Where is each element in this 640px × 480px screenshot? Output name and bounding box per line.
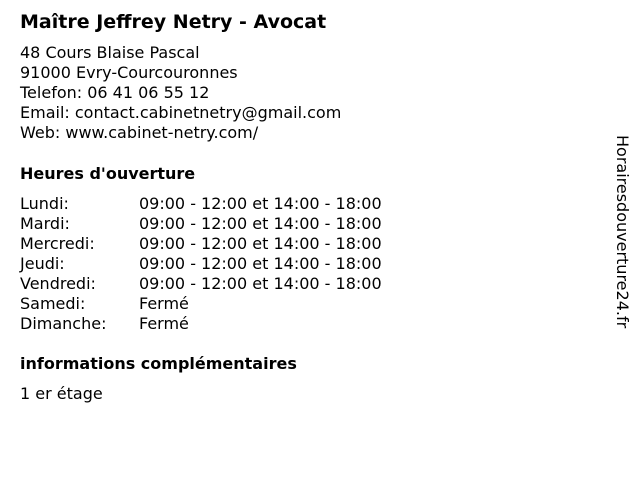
- email-line: Email: contact.cabinetnetry@gmail.com: [20, 103, 342, 122]
- time-value: Fermé: [139, 314, 189, 333]
- contact-block: [20, 43, 341, 143]
- hours-table: [20, 194, 382, 334]
- hours-heading: Heures d'ouverture: [20, 164, 196, 183]
- day-label: Mardi:: [20, 214, 70, 233]
- hours-row-thursday: [20, 254, 382, 274]
- hours-row-sunday: [20, 314, 382, 334]
- hours-row-wednesday: [20, 234, 382, 254]
- page-title: Maître Jeffrey Netry - Avocat: [20, 11, 327, 33]
- day-label: Jeudi:: [20, 254, 65, 273]
- day-label: Samedi:: [20, 294, 86, 313]
- day-label: Vendredi:: [20, 274, 96, 293]
- info-text: 1 er étage: [20, 384, 103, 403]
- time-value: 09:00 - 12:00 et 14:00 - 18:00: [139, 274, 382, 293]
- hours-row-monday: [20, 194, 382, 214]
- day-label: Lundi:: [20, 194, 69, 213]
- day-label: Mercredi:: [20, 234, 95, 253]
- time-value: 09:00 - 12:00 et 14:00 - 18:00: [139, 234, 382, 253]
- time-value: 09:00 - 12:00 et 14:00 - 18:00: [139, 194, 382, 213]
- phone-line: Telefon: 06 41 06 55 12: [20, 83, 210, 102]
- hours-row-tuesday: [20, 214, 382, 234]
- hours-row-friday: [20, 274, 382, 294]
- info-heading: informations complémentaires: [20, 354, 297, 373]
- address-city: 91000 Evry-Courcouronnes: [20, 63, 238, 82]
- time-value: Fermé: [139, 294, 189, 313]
- web-line: Web: www.cabinet-netry.com/: [20, 123, 259, 142]
- hours-row-saturday: [20, 294, 382, 314]
- time-value: 09:00 - 12:00 et 14:00 - 18:00: [139, 254, 382, 273]
- day-label: Dimanche:: [20, 314, 107, 333]
- address-street: 48 Cours Blaise Pascal: [20, 43, 200, 62]
- time-value: 09:00 - 12:00 et 14:00 - 18:00: [139, 214, 382, 233]
- watermark: Horairesdouverture24.fr: [613, 135, 632, 329]
